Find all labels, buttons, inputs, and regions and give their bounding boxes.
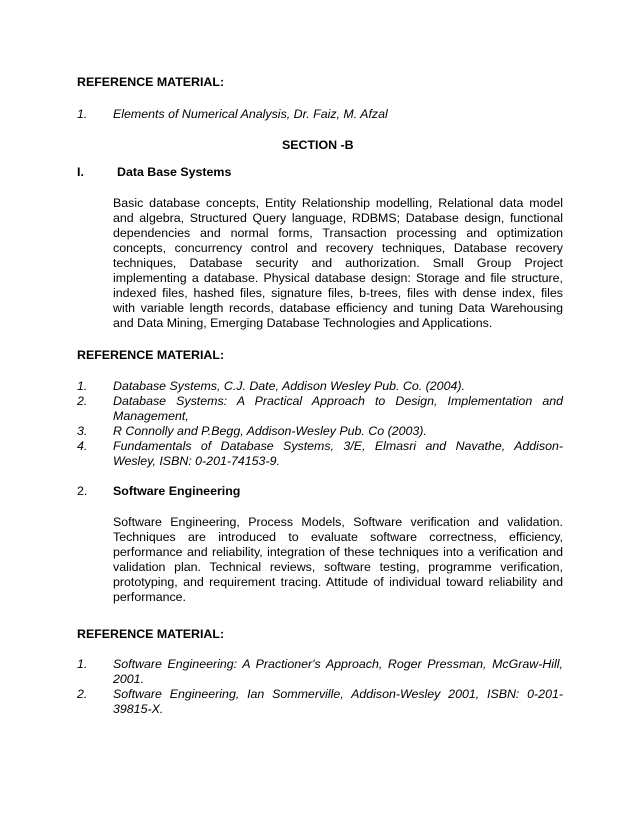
- ref2-item-1-line: Database Systems, C.J. Date, Addison Wesley Pub. Co. (2004).: [113, 379, 465, 393]
- ref3-item-1-line: 2001.: [113, 672, 145, 686]
- ref2-item-4-number: 4.: [77, 439, 88, 453]
- reference-heading-2: REFERENCE MATERIAL:: [77, 348, 225, 362]
- reference-heading-3: REFERENCE MATERIAL:: [77, 627, 225, 641]
- topic-2-line: Software Engineering, Process Models, Software verification and validation.: [113, 515, 563, 529]
- ref2-item-3: [113, 424, 563, 439]
- topic-1-line: indexed files, hashed files, signature files, b-trees, files with dense index, files: [113, 286, 563, 300]
- ref3-item-1: [113, 657, 563, 687]
- ref2-item-4-line: Wesley, ISBN: 0-201-74153-9.: [113, 454, 280, 468]
- topic-2-number: 2.: [77, 484, 88, 498]
- ref3-item-2-line: 39815-X.: [113, 702, 164, 716]
- ref2-item-3-number: 3.: [77, 424, 88, 438]
- ref2-item-1-number: 1.: [77, 379, 88, 393]
- ref2-item-1: [113, 379, 563, 394]
- topic-1-line: implementing a database. Physical database design: Storage and file structure,: [113, 271, 563, 285]
- topic-1-number: I.: [77, 165, 84, 179]
- topic-1-body: [113, 196, 563, 331]
- ref2-item-3-line: R Connolly and P.Begg, Addison-Wesley Pub. Co (2003).: [113, 424, 427, 438]
- ref2-item-2-number: 2.: [77, 394, 88, 408]
- topic-1-line: with variable length records, database efficiency and tuning Data Warehousing: [113, 301, 563, 315]
- topic-2-line: prototyping, and requirement tracing. Attitude of individual toward reliability and: [113, 575, 563, 589]
- topic-2-line: performance.: [113, 590, 187, 604]
- topic-2-line: performance and reliability, integration of these techniques into a verification and: [113, 545, 563, 559]
- topic-1-title: Data Base Systems: [117, 165, 232, 179]
- ref3-item-2-number: 2.: [77, 687, 88, 701]
- topic-1-line: and Data Mining, Emerging Database Technologies and Applications.: [113, 316, 493, 330]
- ref3-item-2: [113, 687, 563, 717]
- topic-2-title: Software Engineering: [113, 484, 241, 498]
- ref3-item-1-line: Software Engineering: A Practioner's Approach, Roger Pressman, McGraw-Hill,: [113, 657, 563, 671]
- reference-heading-1: REFERENCE MATERIAL:: [77, 75, 225, 89]
- ref2-item-4: [113, 439, 563, 469]
- topic-1-line: and algebra, Structured Query language, RDBMS; Database design, functional: [113, 211, 563, 225]
- ref2-item-2: [113, 394, 563, 424]
- ref2-item-2-line: Management,: [113, 409, 189, 423]
- topic-2-line: validation plan. Technical reviews, software testing, programme verification,: [113, 560, 563, 574]
- ref1-item-1: Elements of Numerical Analysis, Dr. Faiz, M. Afzal: [113, 107, 388, 121]
- topic-1-line: techniques, Database security and authorization. Small Group Project: [113, 256, 563, 270]
- topic-1-line: concepts, concurrency control and recovery techniques, Database recovery: [113, 241, 563, 255]
- topic-1-line: Basic database concepts, Entity Relationship modelling, Relational data model: [113, 196, 563, 210]
- ref3-item-2-line: Software Engineering, Ian Sommerville, Addison-Wesley 2001, ISBN: 0-201-: [113, 687, 563, 701]
- section-title: SECTION -B: [282, 138, 354, 152]
- ref2-item-2-line: Database Systems: A Practical Approach to Design, Implementation and: [113, 394, 563, 408]
- topic-1-line: dependencies and normal forms, Transaction processing and optimization: [113, 226, 563, 240]
- topic-2-body: [113, 515, 563, 605]
- ref2-item-4-line: Fundamentals of Database Systems, 3/E, Elmasri and Navathe, Addison-: [113, 439, 563, 453]
- topic-2-line: Techniques are introduced to evaluate software correctness, efficiency,: [113, 530, 563, 544]
- ref1-item-1-number: 1.: [77, 107, 88, 121]
- ref3-item-1-number: 1.: [77, 657, 88, 671]
